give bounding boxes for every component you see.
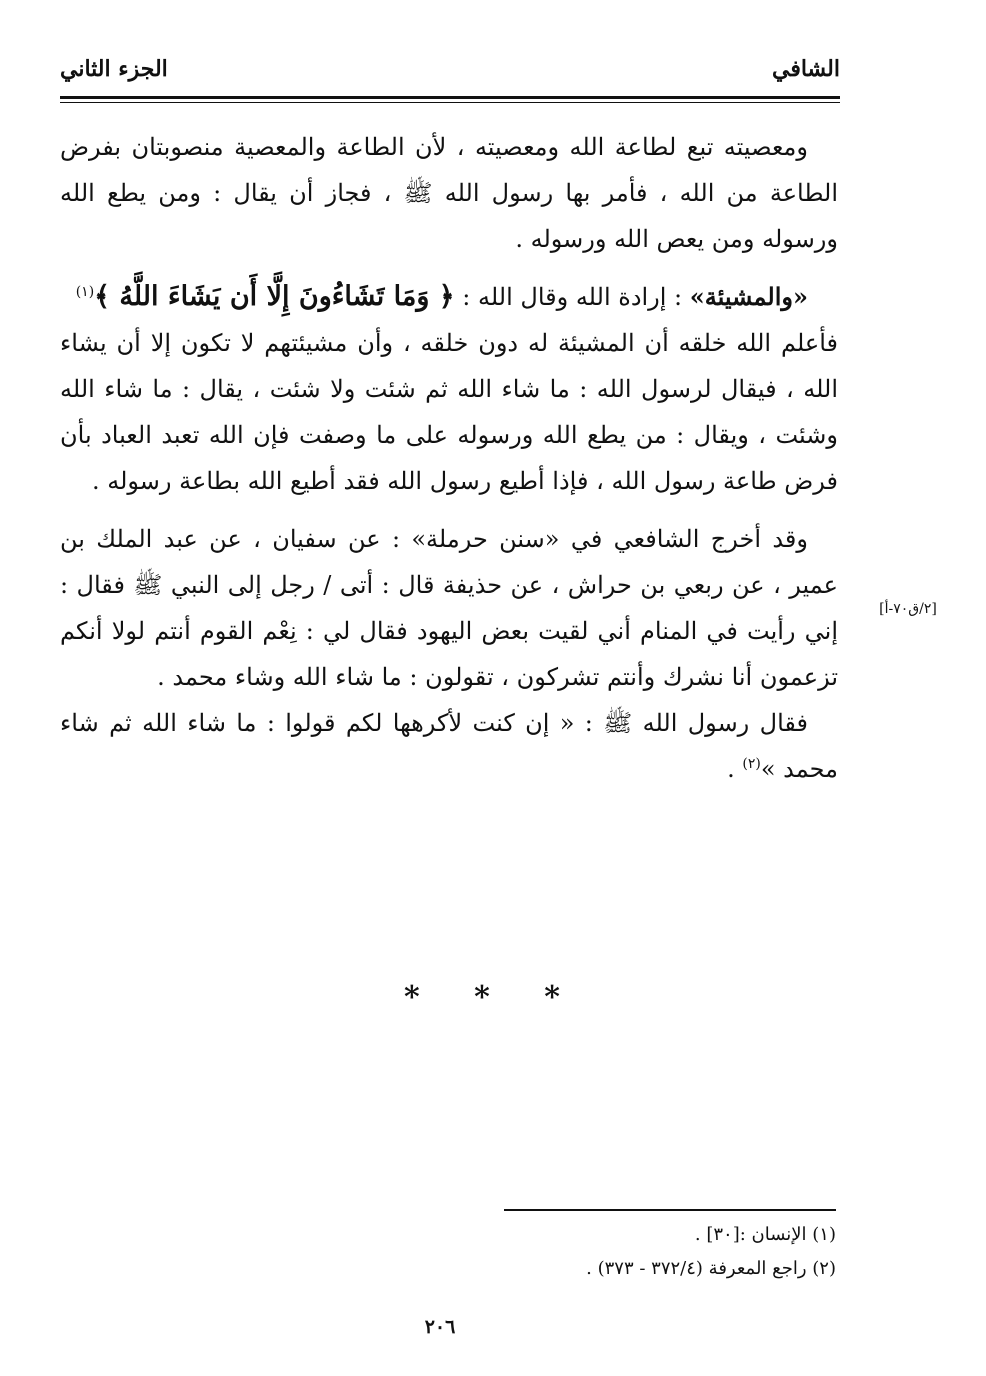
volume-label: الجزء الثاني	[60, 56, 168, 82]
paragraph-5	[60, 700, 838, 792]
paragraph-4: وقد أخرج الشافعي في «سنن حرملة» : عن سفيان ، عن عبد الملك بن عمير ، عن ربعي بن حراش ، عن حذيفة قال : أتى / رجل إلى النبي ﷺ فقال : إني رأيت في المنام أني لقيت بعض اليهود فقال لي : نِعْم القوم أنتم لولا أنكم تزعمون أنا نشرك وأنتم تشركون ، تقولون : ما شاء الله وشاء محمد .	[60, 525, 838, 691]
section-separator: * * *	[404, 980, 582, 1015]
paragraph-3: فأعلم الله خلقه أن المشيئة له دون خلقه ، وأن مشيئتهم لا تكون إلا أن يشاء الله ، فيقال لرسول الله : ما شاء الله ثم شئت ولا شئت ، يقال : ما شاء الله وشئت ، ويقال : من يطع الله ورسوله على ما وصفت فإن الله تعبد العباد بأن فرض طاعة رسول الله ، فإذا أطيع رسول الله فقد أطيع الله بطاعة رسوله .	[60, 329, 838, 495]
book-title: الشافي	[772, 56, 840, 82]
footnote-1: (١) الإنسان :[٣٠] .	[694, 1224, 836, 1245]
header-rule-thick	[60, 96, 840, 99]
footnotes	[430, 1218, 836, 1286]
header-rule-thin	[60, 102, 840, 103]
page-number: ٢٠٦	[424, 1316, 456, 1338]
footnote-marker-1: (١)	[75, 284, 95, 300]
paragraph-2-intro: : إرادة الله وقال الله :	[454, 283, 690, 311]
paragraph-5-text: فقال رسول الله ﷺ : « إن كنت لأكرهها لكم قولوا : ما شاء الله ثم شاء محمد »	[60, 709, 838, 783]
footnote-rule	[504, 1209, 836, 1211]
paragraph-2	[60, 274, 838, 320]
footnote-2: (٢) راجع المعرفة (٣٧٢/٤ - ٣٧٣) .	[586, 1258, 836, 1279]
quran-verse: ﴿ وَمَا تَشَاءُونَ إِلَّا أَن يَشَاءَ اللَّهُ ﴾	[94, 281, 455, 312]
running-head	[60, 56, 840, 96]
manuscript-folio-note: [٢/ق٧٠-أ]	[879, 601, 937, 617]
footnote-marker-2: (٢)	[742, 756, 761, 772]
defined-term: «والمشيئة»	[689, 282, 808, 311]
paragraph-1: ومعصيته تبع لطاعة الله ومعصيته ، لأن الطاعة والمعصية منصوبتان بفرض الطاعة من الله ، فأمر بها رسول الله ﷺ ، فجاز أن يقال : ومن يطع الله ورسوله ومن يعص الله ورسوله .	[60, 133, 838, 253]
main-text	[60, 124, 838, 792]
paragraph-5-end: .	[727, 755, 743, 783]
